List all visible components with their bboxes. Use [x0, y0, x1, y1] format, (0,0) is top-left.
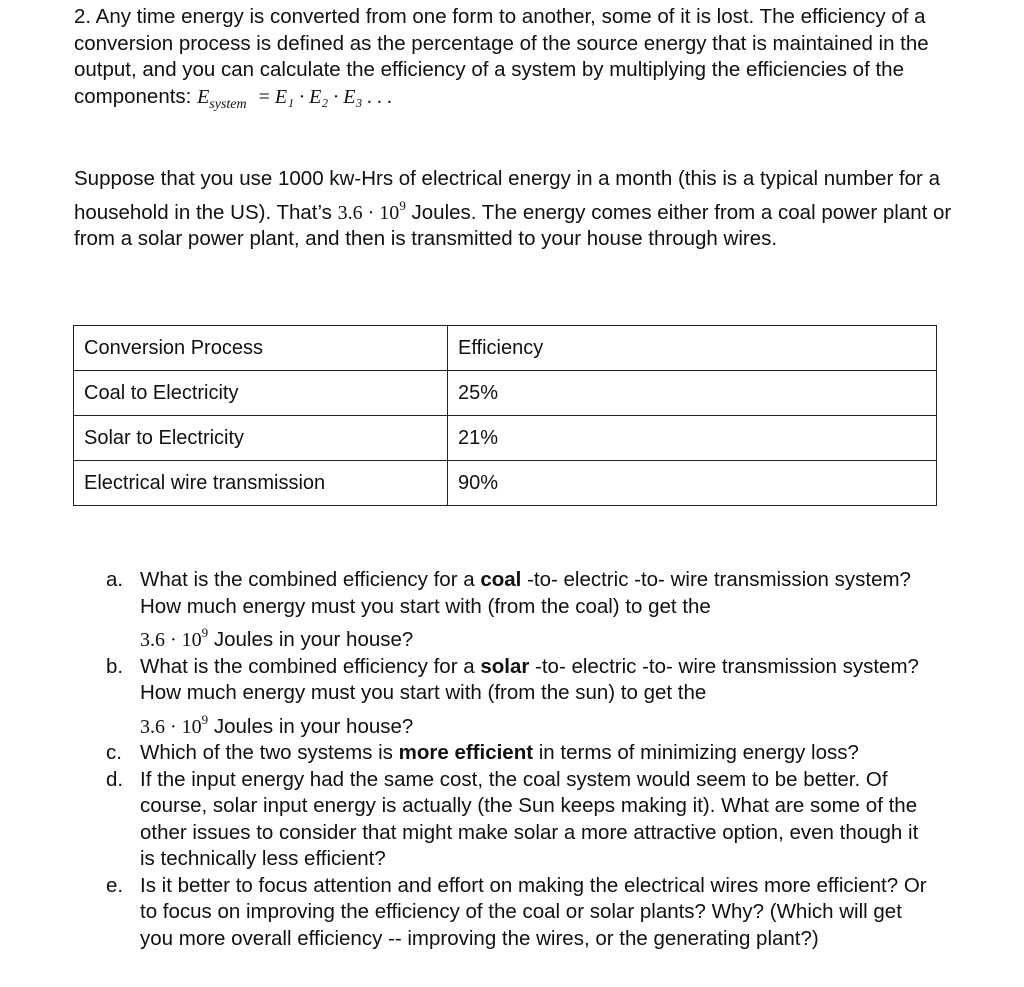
table-cell: 25%: [448, 371, 937, 416]
table-cell: Solar to Electricity: [74, 416, 448, 461]
energy-value: [140, 711, 209, 738]
table-cell: 21%: [448, 416, 937, 461]
question-a: [100, 567, 930, 654]
question-label: b.: [106, 654, 124, 678]
efficiency-formula: [197, 85, 393, 112]
scenario-text-before: Suppose that you use 1000 kw-Hrs of electrical energy in a month (this is a typical number for a household in the US). That’s: [74, 167, 940, 224]
intro-paragraph: [74, 4, 954, 118]
question-text: Joules in your house?: [213, 714, 414, 738]
question-text: Which of the two systems is: [140, 741, 393, 764]
question-label: c.: [106, 741, 122, 764]
question-e: [100, 873, 930, 953]
question-text: -to- electric -to- wire transmission system? How much energy must you start with (from the coal) to get the: [140, 568, 911, 618]
question-list: [100, 567, 930, 952]
question-b: [100, 654, 930, 741]
energy-base: 3.6 · 10: [140, 715, 202, 738]
question-text: What is the combined efficiency for a: [140, 568, 475, 591]
question-label: e.: [106, 873, 124, 897]
formula-lhs-sub: system: [209, 96, 247, 112]
energy-base: 3.6 · 10: [140, 629, 202, 651]
efficiency-table: [73, 325, 937, 506]
scenario-text-after: Joules. The energy comes either from a coal power plant or from a solar power plant, and then is transmitted to your house through wires.: [74, 200, 952, 250]
question-label: a.: [106, 568, 124, 591]
intro-text: 2. Any time energy is converted from one form to another, some of it is lost. The efficiency of a conversion process is defined as the percentage of the source energy that is maintained in the output, and you can calculate the efficiency of a system by multiplying the efficiencies of the components:: [74, 5, 929, 108]
table-cell: Electrical wire transmission: [74, 461, 448, 506]
table-header-cell: Efficiency: [448, 326, 937, 371]
table-row: [74, 461, 937, 506]
question-label: d.: [106, 767, 124, 791]
energy-base: 3.6 · 10: [337, 201, 400, 224]
question-emphasis: coal: [480, 568, 522, 591]
table-cell: 90%: [448, 461, 937, 506]
energy-exponent: 9: [201, 711, 209, 727]
question-text: What is the combined efficiency for a: [140, 654, 475, 678]
table-row: [74, 371, 937, 416]
table-row: [74, 416, 937, 461]
question-text: in terms of minimizing energy loss?: [538, 741, 859, 764]
table-header-cell: Conversion Process: [74, 326, 448, 371]
formula-rhs: E₁ · E₂ · E₃ . . .: [274, 85, 393, 108]
energy-value: [140, 625, 209, 651]
scenario-paragraph: [74, 166, 954, 253]
table-header-row: [74, 326, 937, 371]
question-c: [100, 740, 930, 767]
formula-eq: =: [258, 85, 270, 108]
question-emphasis: solar: [480, 654, 530, 678]
question-text: -to- electric -to- wire transmission system? How much energy must you start with (from the sun) to get the: [140, 654, 919, 704]
energy-value: [337, 197, 406, 224]
table-cell: Coal to Electricity: [74, 371, 448, 416]
question-text: If the input energy had the same cost, the coal system would seem to be better. Of course, solar input energy is actually (the Sun keeps making it). What are some of the other issues to consider that might make solar a more attractive option, even though it is technically less efficient?: [140, 767, 919, 870]
energy-exponent: 9: [201, 625, 209, 640]
question-text: Is it better to focus attention and effort on making the electrical wires more efficient? Or to focus on improving the efficiency of the coal or solar plants? Why? (Which will get you more overall efficiency -- improving the wires, or the generating plant?): [140, 873, 927, 950]
question-text: Joules in your house?: [213, 628, 414, 651]
question-emphasis: more efficient: [398, 741, 534, 764]
question-d: [100, 767, 930, 873]
energy-exponent: 9: [399, 197, 406, 213]
formula-lhs: E: [197, 85, 210, 108]
